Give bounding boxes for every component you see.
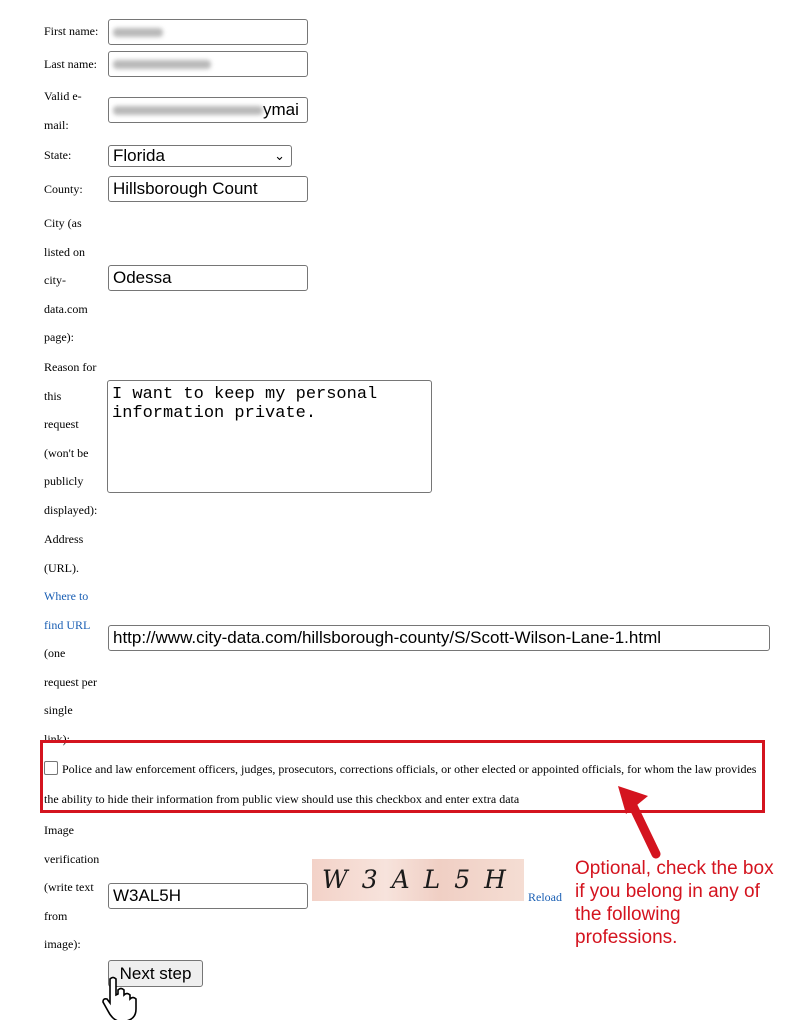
address-url-input[interactable]: http://www.city-data.com/hillsborough-county/S/Scott-Wilson-Lane-1.html	[108, 625, 770, 651]
county-input[interactable]: Hillsborough Count	[108, 176, 308, 202]
reload-captcha-link[interactable]: Reload	[528, 890, 562, 904]
address-label: Address (URL). Where to find URL (one request per single link):	[44, 525, 106, 753]
first-name-input[interactable]	[108, 19, 308, 45]
hand-cursor-icon	[100, 975, 140, 1020]
email-input[interactable]: ymai	[108, 97, 308, 123]
reason-textarea[interactable]	[107, 380, 432, 493]
where-to-find-url-link[interactable]: Where to find URL	[44, 589, 91, 632]
annotation-note: Optional, check the box if you belong in any of the following professions.	[575, 858, 774, 948]
next-step-button[interactable]: Next step	[108, 960, 203, 987]
first-name-label: First name:	[44, 24, 99, 38]
officials-checkbox-row: Police and law enforcement officers, judges, prosecutors, corrections officials, or other elected or appointed officials, for whom the law provides the ability to hide their information from public view should use this checkbox and enter extra data	[44, 762, 757, 806]
state-select[interactable]: Florida ⌄	[108, 145, 292, 167]
state-label: State:	[44, 148, 72, 162]
officials-checkbox[interactable]	[44, 761, 58, 775]
captcha-image: W3AL5H	[312, 859, 524, 901]
annotation-arrow-icon	[612, 780, 672, 860]
redacted-value	[113, 28, 163, 37]
email-label: Valid e- mail:	[44, 89, 82, 132]
last-name-label: Last name:	[44, 57, 97, 71]
verification-label: Image verification (write text from image):	[44, 823, 100, 951]
chevron-down-icon: ⌄	[274, 148, 285, 163]
redacted-value	[113, 60, 211, 69]
city-label: City (as listed on city- data.com page):	[44, 216, 88, 344]
redacted-value	[113, 106, 263, 115]
city-input[interactable]: Odessa	[108, 265, 308, 291]
reason-label: Reason for this request (won't be publicly displayed):	[44, 360, 98, 517]
verification-input[interactable]: W3AL5H	[108, 883, 308, 909]
last-name-input[interactable]	[108, 51, 308, 77]
county-label: County:	[44, 182, 83, 196]
